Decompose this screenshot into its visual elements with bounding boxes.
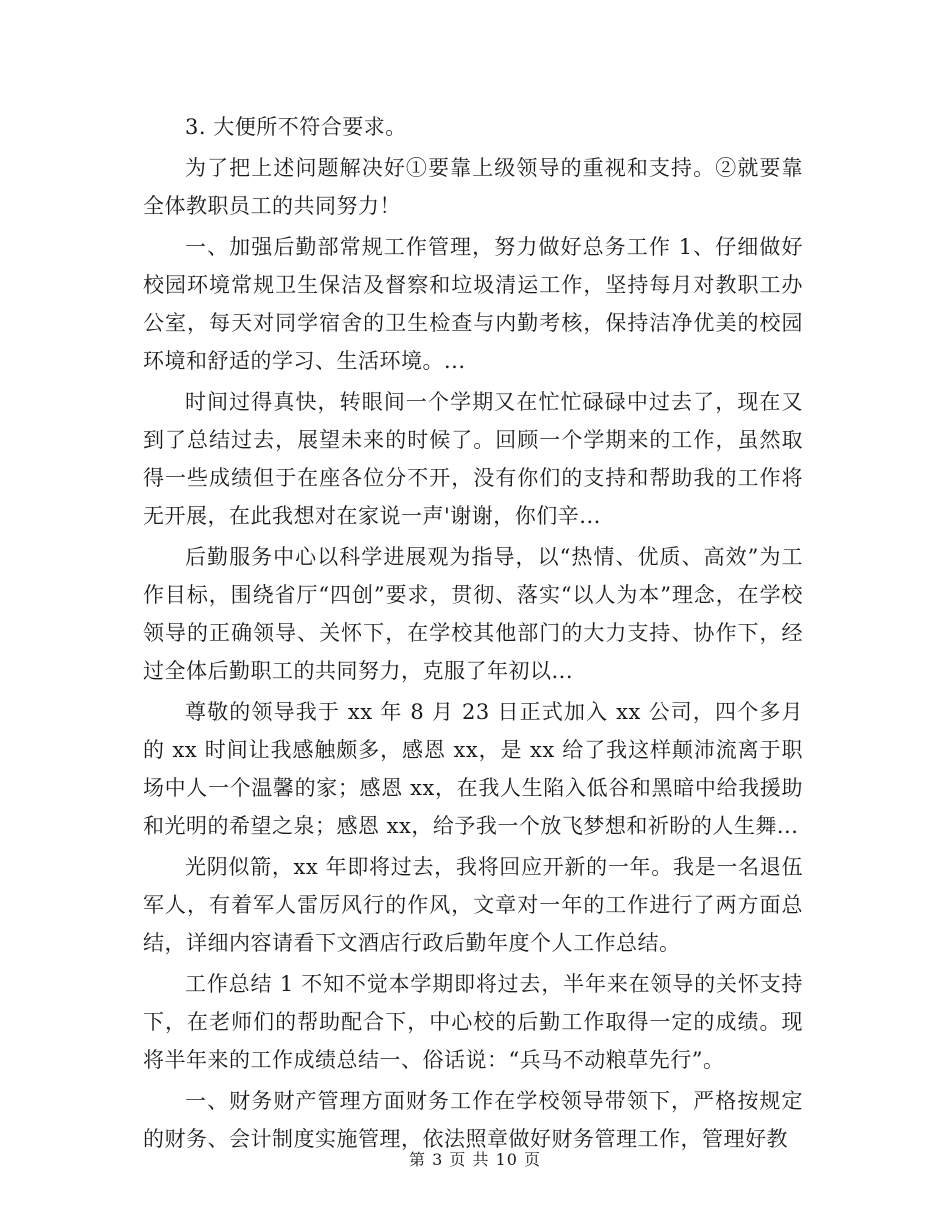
paragraph-4: 时间过得真快，转眼间一个学期又在忙忙碌碌中过去了，现在又到了总结过去，展望未来的时候了。回顾一个学期来的工作，虽然取得一些成绩但于在座各位分不开，没有你们的支持和帮助我的工作将无开展，在此我想对在家说一声'谢谢，你们辛... — [143, 390, 803, 528]
paragraph-1: 3. 大便所不符合要求。 — [185, 115, 407, 139]
paragraph-2: 为了把上述问题解决好①要靠上级领导的重视和支持。②就要靠全体教职员工的共同努力！ — [143, 156, 803, 218]
paragraph-6: 尊敬的领导我于 xx 年 8 月 23 日正式加入 xx 公司，四个多月的 xx 时间让我感触颇多，感恩 xx，是 xx 给了我这样颠沛流离于职场中人一个温馨的家；感恩 xx，在我人生陷入低谷和黑暗中给我援助和光明的希望之泉；感恩 xx，给予我一个放飞梦想和祈盼的人生舞... — [143, 700, 803, 838]
document-body — [143, 108, 803, 1161]
paragraph-5: 后勤服务中心以科学进展观为指导，以“热情、优质、高效”为工作目标，围绕省厅“四创”要求，贯彻、落实“以人为本”理念，在学校领导的正确领导、关怀下，在学校其他部门的大力支持、协作下，经过全体后勤职工的共同努力，克服了年初以... — [143, 545, 803, 683]
paragraph-9: 一、财务财产管理方面财务工作在学校领导带领下，严格按规定的财务、会计制度实施管理，依法照章做好财务管理工作，管理好教 — [143, 1089, 803, 1151]
page-number-footer: 第 3 页 共 10 页 — [409, 1150, 541, 1169]
paragraph-7: 光阴似箭，xx 年即将过去，我将回应开新的一年。我是一名退伍军人，有着军人雷厉风行的作风，文章对一年的工作进行了两方面总结，详细内容请看下文酒店行政后勤年度个人工作总结。 — [143, 855, 803, 955]
paragraph-8: 工作总结 1 不知不觉本学期即将过去，半年来在领导的关怀支持下，在老师们的帮助配合下，中心校的后勤工作取得一定的成绩。现将半年来的工作成绩总结一、俗话说：“兵马不动粮草先行”。 — [143, 972, 803, 1072]
paragraph-3: 一、加强后勤部常规工作管理，努力做好总务工作 1、仔细做好校园环境常规卫生保洁及督察和垃圾清运工作，坚持每月对教职工办公室，每天对同学宿舍的卫生检查与内勤考核，保持洁净优美的校园环境和舒适的学习、生活环境。... — [143, 235, 803, 373]
